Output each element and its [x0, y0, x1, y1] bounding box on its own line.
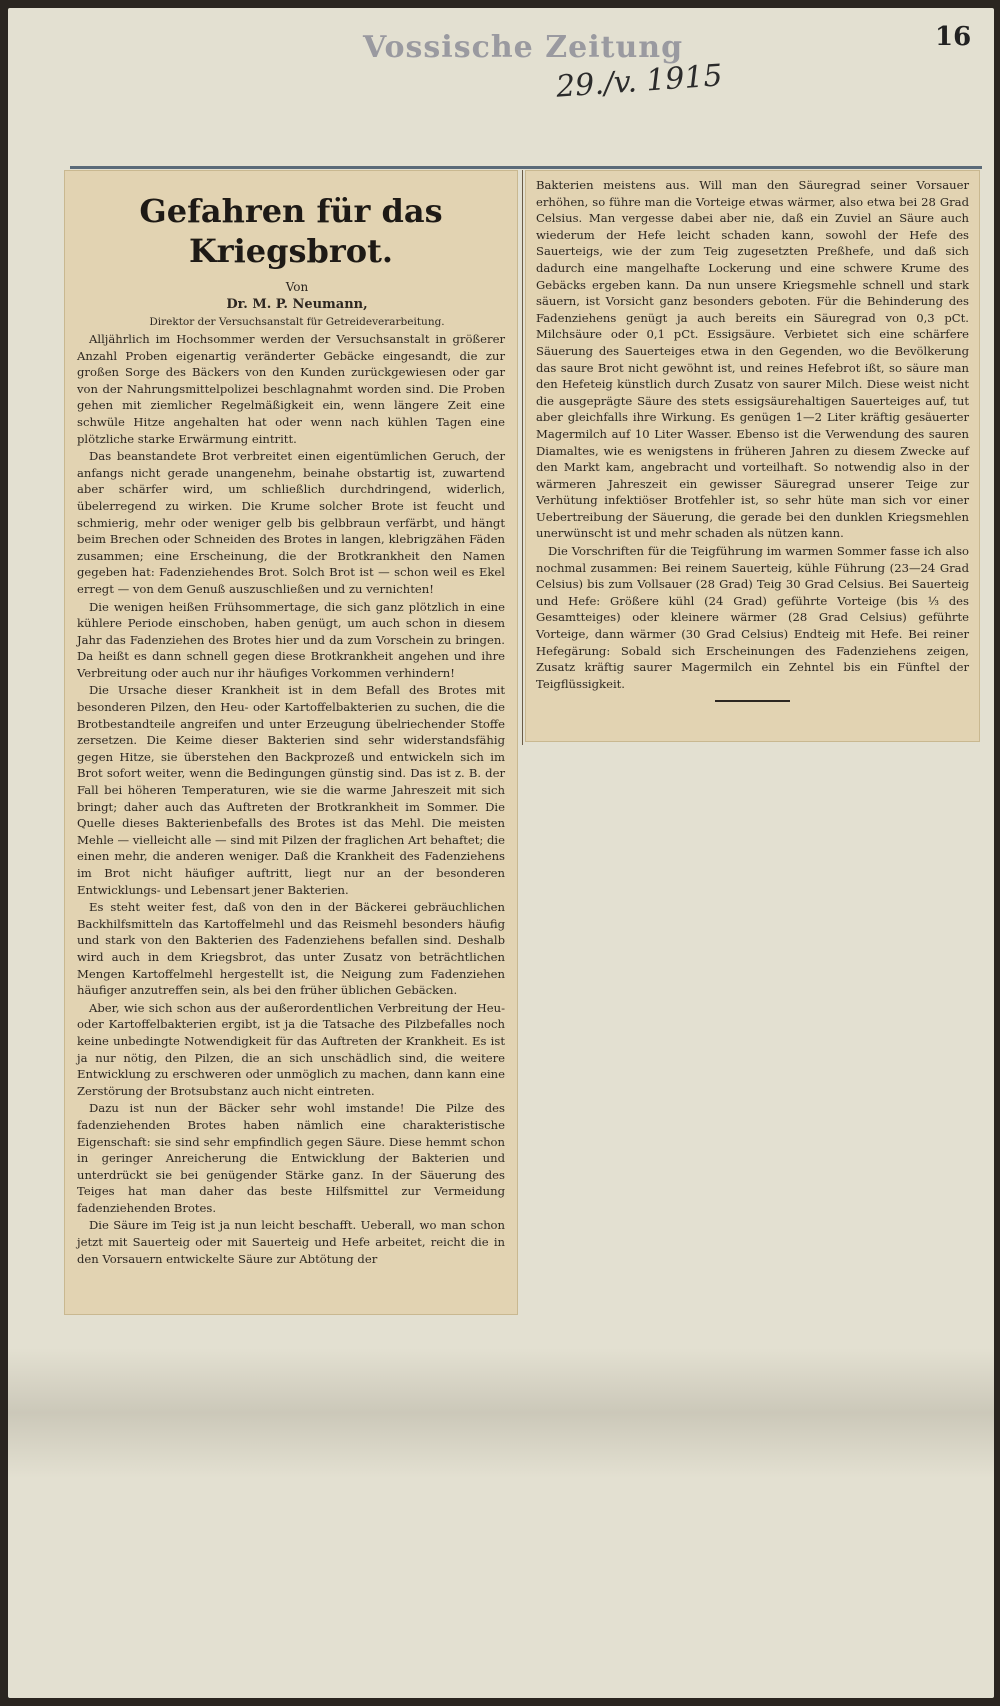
paragraph: Bakterien meistens aus. Will man den Säuregrad seiner Vorsauer erhöhen, so führe man die Vorteige etwas wärmer, also etwa bei 28 Grad Celsius. Man vergesse dabei aber nie, daß ein Zuviel an Säure auch wiederum der Hefe leicht schaden kann, sowohl der Hefe des Sauerteigs, wie der zum Teig zugesetzten Preßhefe, und daß sich dadurch eine mangelhafte Lockerung und eine schwere Krume des Gebäcks ergeben kann. Da nun unsere Kriegsmehle schnell und stark säuern, ist Vorsicht ganz besonders geboten. Für die Behinderung des Fadenziehens genügt ja auch bereits ein Säuregrad von 0,3 pCt. Milchsäure oder 0,1 pCt. Essigsäure. Verbietet sich eine schärfere Säuerung des Sauerteiges etwa in den Gegenden, wo die Bevölkerung das saure Brot nicht gewöhnt ist, und reines Hefebrot ißt, so säure man den Hefeteig künstlich durch Zusatz von saurer Milch. Diese weist nicht die ausgeprägte Säure des stets essigsäurehaltigen Sauerteiges auf, tut aber gleichfalls ihre Wirkung. Es genügen 1—2 Liter kräftig gesäuerter Magermilch auf 10 Liter Wasser. Ebenso ist die Verwendung des sauren Diamaltes, wie es wenigstens in früheren Jahren zu diesem Zwecke auf den Markt kam, angebracht und vorteilhaft. So notwendig also in der wärmeren Jahreszeit ein gewisser Säuregrad unserer Teige zur Verhütung infektiöser Brotfehler ist, so sehr hüte man sich vor einer Uebertreibung der Säuerung, die gerade bei den dunklen Kriegsmehlen unerwünscht ist und mehr schaden als nützen kann. — [536, 178, 969, 541]
paragraph: Die Säure im Teig ist ja nun leicht beschafft. Ueberall, wo man schon jetzt mit Sauerteig oder mit Sauerteig und Hefe arbeitet, reicht die in den Vorsauern entwickelte Säure zur Abtötung der — [77, 1218, 505, 1266]
article-title: Gefahren für das Kriegsbrot. — [139, 192, 443, 270]
paragraph: Das beanstandete Brot verbreitet einen eigentümlichen Geruch, der anfangs nicht gerade unangenehm, beinahe obstartig ist, zuwartend aber schärfer wird, um schließlich durchdringend, widerlich, übelerregend zu wirken. Die Krume solcher Brote ist feucht und schmierig, mehr oder weniger gelb bis gelbbraun verfärbt, und hängt beim Brechen oder Schneiden des Brotes in langen, klebrigzähen Fäden zusammen; eine Erscheinung, die der Brotkrankheit den Namen gegeben hat: Fadenziehendes Brot. Solch Brot ist — schon weil es Ekel erregt — von dem Genuß auszuschließen und zu vernichten! — [77, 449, 505, 596]
paragraph: Dazu ist nun der Bäcker sehr wohl imstande! Die Pilze des fadenziehenden Brotes haben nämlich eine charakteristische Eigenschaft: sie sind sehr empfindlich gegen Säure. Diese hemmt schon in geringer Anreicherung die Entwicklung der Bakterien und unterdrückt sie bei genügender Stärke ganz. In der Säuerung des Teiges hat man daher das beste Hilfsmittel zur Vermeidung fadenziehenden Brotes. — [77, 1101, 505, 1215]
author-name: Dr. M. P. Neumann, — [226, 297, 368, 312]
paragraph: Aber, wie sich schon aus der außerordentlichen Verbreitung der Heu- oder Kartoffelbakterien ergibt, ist ja die Tatsache des Pilzbefalles noch keine unbedingte Notwendigkeit für das Auftreten der Krankheit. Es ist ja nur nötig, den Pilzen, die an sich unschädlich sind, die weitere Entwicklung zu erschweren oder unmöglich zu machen, dann kann eine Zerstörung der Brotsubstanz auch nicht eintreten. — [77, 1000, 505, 1098]
handwritten-date: 29./v. 1915 — [554, 58, 724, 105]
byline-von: Von — [285, 280, 309, 294]
paragraph: Die Vorschriften für die Teigführung im warmen Sommer fasse ich also nochmal zusammen: Bei reinem Sauerteig, kühle Führung (23—24 Grad Celsius) bis zum Vollsauer (28 Grad) Teig 30 Grad Celsius. Bei Sauerteig und Hefe: Größere kühl (24 Grad) geführte Vorteige (bis ⅓ des Gesamtteiges) oder kleinere wärmer (28 Grad Celsius) geführte Vorteige, dann wärmer (30 Grad Celsius) Endteig mit Hefe. Bei reiner Hefegärung: Sobald sich Erscheinungen des Fadenziehens zeigen, Zusatz kräftig saurer Magermilch ein Zehntel bis ein Fünftel der Teigflüssigkeit. — [536, 544, 969, 691]
paragraph: Die wenigen heißen Frühsommertage, die sich ganz plötzlich in eine kühlere Periode einschoben, haben genügt, um auch schon in diesem Jahr das Fadenziehen des Brotes hier und da zum Vorschein zu bringen. Da heißt es dann schnell gegen diese Brotkrankheit angehen und ihre Verbreitung oder auch nur ihr häufiges Vorkommen verhindern! — [77, 599, 505, 680]
paragraph: Die Ursache dieser Krankheit ist in dem Befall des Brotes mit besonderen Pilzen, den Heu- oder Kartoffelbakterien zu suchen, die die Brotbestandteile angreifen und unter Erzeugung übelriechender Stoffe zersetzen. Die Keime dieser Bakterien sind sehr widerstandsfähig gegen Hitze, sie überstehen den Backprozeß und entwickeln sich im Brot sofort weiter, wenn die Bedingungen günstig sind. Das ist z. B. der Fall bei höheren Temperaturen, wie sie die warme Jahreszeit mit sich bringt; daher auch das Auftreten der Brotkrankheit im Sommer. Die Quelle dieses Bakterienbefalls des Brotes ist das Mehl. Die meisten Mehle — vielleicht alle — sind mit Pilzen der fraglichen Art behaftet; die einen mehr, die anderen weniger. Daß die Krankheit des Fadenziehens im Brot nicht häufiger auftritt, liegt nur an der besonderen Entwicklungs- und Lebensart jener Bakterien. — [77, 683, 505, 897]
page-number: 16 — [935, 22, 972, 52]
article-column-1 — [64, 170, 518, 1315]
paragraph: Es steht weiter fest, daß von den in der Bäckerei gebräuchlichen Backhilfsmitteln das Kartoffelmehl und das Reismehl besonders häufig und stark von den Bakterien des Fadenziehens befallen sind. Deshalb wird auch in dem Kriegsbrot, das unter Zusatz von beträchtlichen Mengen Kartoffelmehl hergestellt ist, die Neigung zum Fadenziehen häufiger anzutreffen sein, als bei den früher üblichen Gebäcken. — [77, 900, 505, 998]
column-divider — [522, 170, 523, 745]
masthead: Vossische Zeitung — [363, 30, 684, 65]
end-rule — [715, 700, 790, 702]
paragraph: Alljährlich im Hochsommer werden der Versuchsanstalt in größerer Anzahl Proben eigenartig veränderter Gebäcke eingesandt, die zur großen Sorge des Bäckers von den Kunden zurückgewiesen oder gar von der Nahrungsmittelpolizei beschlagnahmt worden sind. Die Proben gehen mit ziemlicher Regelmäßigkeit ein, wenn längere Zeit eine schwüle Hitze angehalten hat oder wenn nach kühlen Tagen eine plötzliche starke Erwärmung eintritt. — [77, 332, 505, 446]
top-rule — [70, 166, 982, 169]
article-column-2 — [525, 170, 980, 742]
author-affiliation: Direktor der Versuchsanstalt für Getreideverarbeitung. — [149, 316, 445, 328]
